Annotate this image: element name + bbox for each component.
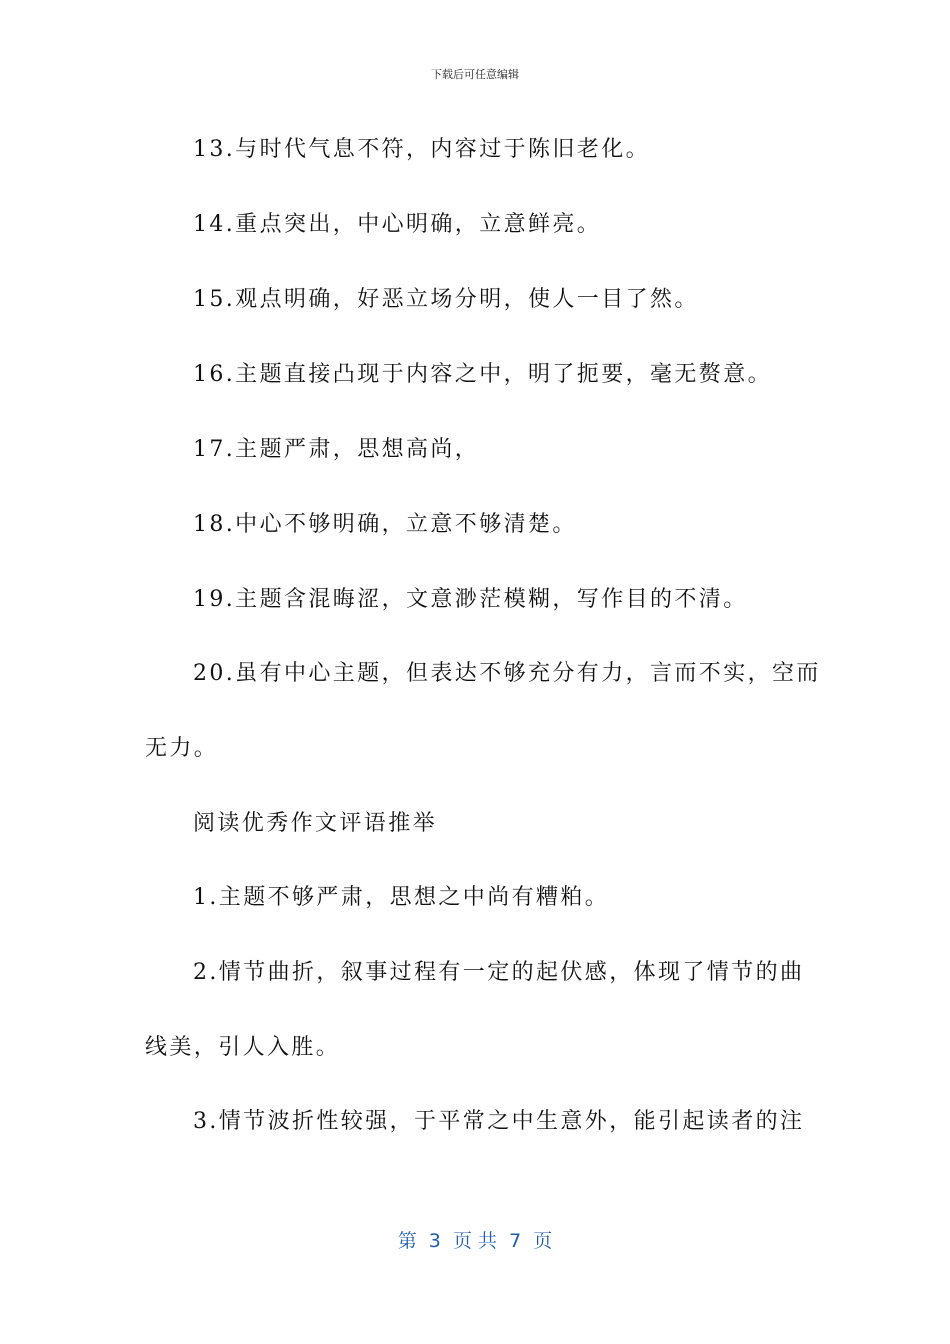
list-item: 14.重点突出，中心明确，立意鲜亮。 [193, 212, 602, 237]
download-note: 下载后可任意编辑 [431, 68, 519, 81]
list-item: 13.与时代气息不符，内容过于陈旧老化。 [193, 137, 650, 162]
list-item: 18.中心不够明确，立意不够清楚。 [193, 512, 577, 537]
list-item: 16.主题直接凸现于内容之中，明了扼要，毫无赘意。 [193, 362, 772, 387]
list-item: 1.主题不够严肃，思想之中尚有糟粕。 [193, 885, 610, 910]
list-item: 19.主题含混晦涩，文意渺茫模糊，写作目的不清。 [193, 587, 748, 612]
list-item: 17.主题严肃，思想高尚， [193, 437, 480, 462]
list-item: 20.虽有中心主题，但表达不够充分有力，言而不实，空而 [193, 661, 821, 686]
list-item-continuation: 无力。 [145, 736, 219, 761]
list-item: 3.情节波折性较强，于平常之中生意外，能引起读者的注 [193, 1109, 805, 1134]
section-heading: 阅读优秀作文评语推举 [193, 811, 438, 836]
list-item-continuation: 线美，引人入胜。 [145, 1035, 341, 1060]
page-number: 第 3 页 共 7 页 [397, 1230, 553, 1252]
list-item: 15.观点明确，好恶立场分明，使人一目了然。 [193, 287, 699, 312]
list-item: 2.情节曲折，叙事过程有一定的起伏感，体现了情节的曲 [193, 960, 805, 985]
